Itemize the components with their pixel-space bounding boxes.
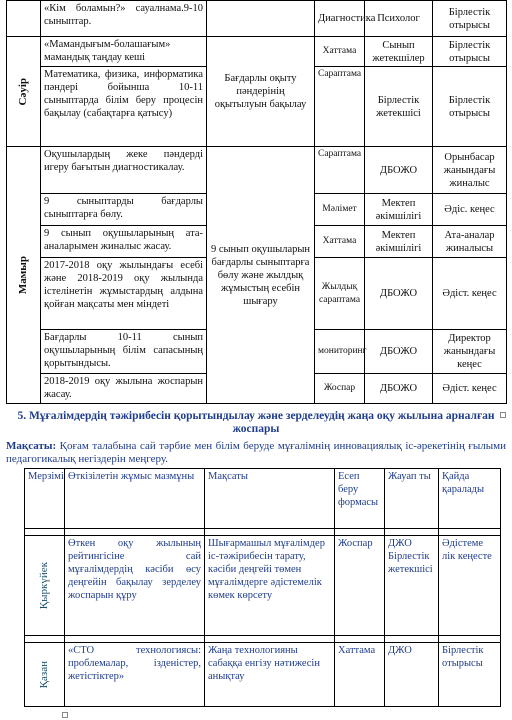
table-cell: Әдістеме лік кеңесте: [439, 536, 501, 636]
table-cell: 2018-2019 оқу жылына жоспарын жасау.: [41, 374, 207, 404]
table-cell: Мектеп әкімшілігі: [365, 194, 433, 226]
table-cell: ДБОЖО: [365, 147, 433, 194]
section-purpose: [6, 440, 506, 466]
month-cell: [7, 147, 41, 404]
month-cell: [25, 536, 65, 636]
goal-cell: Бағдарлы оқыту пәндерінің оқытылуын бақылау: [207, 37, 315, 147]
table-cell: Әдіс. кеңес: [433, 194, 507, 226]
table-cell: Әдіст. кеңес: [433, 258, 507, 330]
table-cell: Бірлестік отырысы: [439, 643, 501, 707]
table-cell: Орынбасар жанындағы жиналыс: [433, 147, 507, 194]
table-cell: 9 сынып оқушыларының ата-аналарымен жиналыс жасау.: [41, 226, 207, 258]
section-heading: 5. Мұғалімдердің тәжірибесін қорытындылау және зерделеудің жаңа оқу жылына арналған жоспары: [17, 410, 495, 435]
table-cell: «Кім боламын?» сауалнама.9-10 сыныптар.: [41, 1, 207, 37]
table-cell: мониторинг: [315, 330, 365, 374]
empty-month-cell: [7, 1, 41, 37]
purpose-label: Мақсаты:: [6, 440, 57, 452]
table-row: [7, 1, 507, 37]
table-cell: [207, 1, 315, 37]
table-anchor-marker: [62, 712, 68, 718]
table-cell: Өткен оқу жылының рейтингісіне сай мұғалімдердің кәсіби өсу деңгейін бақылау зерделеу жоспарын құру: [65, 536, 205, 636]
table-row: [25, 529, 501, 536]
month-cell: [25, 643, 65, 707]
month-label: Қазан: [38, 660, 50, 689]
table-row: [25, 536, 501, 636]
table-cell: ДЖО Бірлестік жетекшісі: [385, 536, 439, 636]
month-label: Сәуір: [17, 77, 29, 106]
column-header: Мерзімі: [25, 469, 65, 529]
table-cell: Мәлімет: [315, 194, 365, 226]
table-row: [7, 37, 507, 67]
column-header: Мақсаты: [205, 469, 335, 529]
table-cell: Оқушылардың жеке пәндерді игеру бағытын диагностикалау.: [41, 147, 207, 194]
table-cell: 2017-2018 оқу жылындағы есебі және 2018-2019 оқу жылында істелінетін жұмыстардың алдына қойған мақсаты мен міндеті: [41, 258, 207, 330]
table-cell: Хаттама: [315, 226, 365, 258]
table-cell: Диагностика: [315, 1, 365, 37]
column-header: Қайда қаралады: [439, 469, 501, 529]
month-label: Мамыр: [17, 255, 29, 295]
table-cell: ДЖО: [385, 643, 439, 707]
table-cell: Психолог: [365, 1, 433, 37]
table-cell: Бірлестік отырысы: [433, 67, 507, 147]
plan-table-2: [24, 468, 501, 707]
plan-table-1: [6, 0, 507, 404]
table-cell: Жоспар: [315, 374, 365, 404]
table-cell: ДБОЖО: [365, 330, 433, 374]
column-header: Жауап ты: [385, 469, 439, 529]
table-cell: Әдіст. кеңес: [433, 374, 507, 404]
table-cell: Бағдарлы 10-11 сынып оқушыларының білім сапасының қорытындысы.: [41, 330, 207, 374]
table-cell: Жоспар: [335, 536, 385, 636]
table-cell: Математика, физика, информатика пәндері бойынша 10-11 сыныптарда білім беру процесін бақылау (сабақтарға қатысу): [41, 67, 207, 147]
table-cell: Ата-аналар жиналысы: [433, 226, 507, 258]
table-row: [25, 643, 501, 707]
table-row: [7, 147, 507, 194]
table-cell: Жаңа технологияны сабаққа енгізу нәтижесін анықтау: [205, 643, 335, 707]
table-cell: Сараптама: [315, 147, 365, 194]
table-cell: Жылдық сараптама: [315, 258, 365, 330]
table-cell: Хаттама: [335, 643, 385, 707]
table-cell: Сараптама: [315, 67, 365, 147]
table-cell: Директор жанындағы кеңес: [433, 330, 507, 374]
table-cell: Хаттама: [315, 37, 365, 67]
table-cell: Шығармашыл мұғалімдер іс-тәжірибесін тарату, кәсіби деңгейі төмен мұғалімдерге әдістемелік көмек көрсету: [205, 536, 335, 636]
table-cell: Бірлестік жетекшісі: [365, 67, 433, 147]
goal-cell: 9 сынып оқушыларын бағдарлы сыныптарға бөлу және жылдық жұмыстың есебін шығару: [207, 147, 315, 404]
table-header-row: [25, 469, 501, 529]
table-cell: Сынып жетекшілер: [365, 37, 433, 67]
table-cell: 9 сыныптарды бағдарлы сыныптарға бөлу.: [41, 194, 207, 226]
table-cell: «Мамандығым-болашағым» мамандық таңдау кеші: [41, 37, 207, 67]
month-label: Қыркүйек: [38, 561, 50, 610]
table-cell: Бірлестік отырысы: [433, 1, 507, 37]
purpose-text: Қоғам талабына сай тәрбие мен білім беруде мұғалімнің инновациялық іс-әрекетінің ғылыми педагогикалық негіздерін меңгеру.: [6, 440, 506, 465]
month-cell: [7, 37, 41, 147]
table-cell: Бірлестік отырысы: [433, 37, 507, 67]
table-cell: «СТО технологиясы: проблемалар, ізденістер, жетістіктер»: [65, 643, 205, 707]
column-header: Өткізілетін жұмыс мазмұны: [65, 469, 205, 529]
column-header: Есеп беру формасы: [335, 469, 385, 529]
table-cell: ДБОЖО: [365, 374, 433, 404]
table-cell: ДБОЖО: [365, 258, 433, 330]
table-row: [25, 636, 501, 643]
table-cell: Мектеп әкімшілігі: [365, 226, 433, 258]
